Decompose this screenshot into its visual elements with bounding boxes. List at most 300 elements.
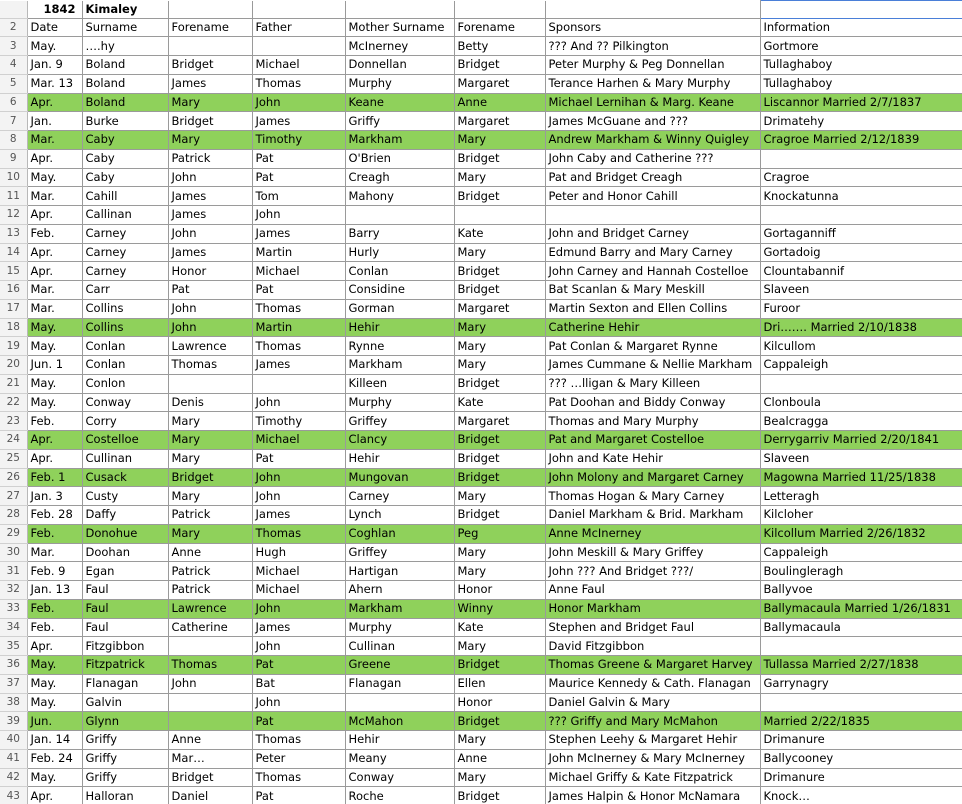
parish-title-cell[interactable]: Kimaley	[82, 1, 168, 19]
row-number[interactable]: 23	[0, 412, 27, 431]
forename-cell[interactable]: Mary	[168, 449, 252, 468]
forename-cell[interactable]	[168, 374, 252, 393]
date-cell[interactable]: Jan. 9	[27, 56, 82, 75]
mother-surname-cell[interactable]: Mahony	[345, 187, 454, 206]
sponsors-cell[interactable]	[545, 206, 760, 225]
father-cell[interactable]: Michael	[252, 262, 345, 281]
mother-forename-cell[interactable]: Bridget	[454, 56, 545, 75]
row-number[interactable]: 17	[0, 299, 27, 318]
mother-forename-cell[interactable]: Bridget	[454, 374, 545, 393]
mother-forename-cell[interactable]: Mary	[454, 562, 545, 581]
father-cell[interactable]: Martin	[252, 318, 345, 337]
information-cell[interactable]: Dri……. Married 2/10/1838	[760, 318, 962, 337]
forename-cell[interactable]: John	[168, 299, 252, 318]
date-cell[interactable]: May.	[27, 656, 82, 675]
row-number[interactable]: 38	[0, 693, 27, 712]
mother-forename-cell[interactable]: Ellen	[454, 674, 545, 693]
row-number[interactable]: 28	[0, 506, 27, 525]
father-cell[interactable]: James	[252, 506, 345, 525]
father-cell[interactable]: Pat	[252, 168, 345, 187]
surname-cell[interactable]: ….hy	[82, 37, 168, 56]
surname-cell[interactable]: Caby	[82, 131, 168, 150]
mother-surname-cell[interactable]: Hartigan	[345, 562, 454, 581]
surname-cell[interactable]: Fitzpatrick	[82, 656, 168, 675]
sponsors-cell[interactable]: Andrew Markham & Winny Quigley	[545, 131, 760, 150]
surname-cell[interactable]: Daffy	[82, 506, 168, 525]
date-cell[interactable]: May.	[27, 393, 82, 412]
information-cell[interactable]: Derrygarriv Married 2/20/1841	[760, 431, 962, 450]
mother-forename-cell[interactable]: Bridget	[454, 187, 545, 206]
forename-cell[interactable]: Bridget	[168, 468, 252, 487]
father-cell[interactable]: Pat	[252, 712, 345, 731]
surname-cell[interactable]: Faul	[82, 618, 168, 637]
row-number[interactable]: 3	[0, 37, 27, 56]
mother-surname-cell[interactable]: Hehir	[345, 449, 454, 468]
mother-surname-cell[interactable]: McMahon	[345, 712, 454, 731]
surname-cell[interactable]: Griffy	[82, 731, 168, 750]
forename-cell[interactable]: James	[168, 74, 252, 93]
forename-cell[interactable]: Patrick	[168, 149, 252, 168]
date-cell[interactable]: Mar.	[27, 187, 82, 206]
mother-surname-cell[interactable]: Greene	[345, 656, 454, 675]
surname-cell[interactable]: Boland	[82, 56, 168, 75]
father-cell[interactable]: Timothy	[252, 412, 345, 431]
information-cell[interactable]: Ballycooney	[760, 749, 962, 768]
father-cell[interactable]: Pat	[252, 281, 345, 300]
sponsors-cell[interactable]: Bat Scanlan & Mary Meskill	[545, 281, 760, 300]
surname-cell[interactable]: Galvin	[82, 693, 168, 712]
mother-forename-cell[interactable]: Mary	[454, 318, 545, 337]
sponsors-cell[interactable]: Anne Faul	[545, 581, 760, 600]
row-number[interactable]: 22	[0, 393, 27, 412]
surname-cell[interactable]: Boland	[82, 93, 168, 112]
information-cell[interactable]: Ballymacaula	[760, 618, 962, 637]
forename-cell[interactable]: Bridget	[168, 112, 252, 131]
father-cell[interactable]: John	[252, 693, 345, 712]
surname-cell[interactable]: Flanagan	[82, 674, 168, 693]
father-cell[interactable]: Thomas	[252, 74, 345, 93]
mother-surname-cell[interactable]: Markham	[345, 356, 454, 375]
mother-surname-cell[interactable]: Markham	[345, 131, 454, 150]
date-cell[interactable]: Apr.	[27, 637, 82, 656]
mother-surname-cell[interactable]: Cullinan	[345, 637, 454, 656]
sponsors-cell[interactable]: John Caby and Catherine ???	[545, 149, 760, 168]
surname-cell[interactable]: Cullinan	[82, 449, 168, 468]
mother-forename-cell[interactable]: Mary	[454, 168, 545, 187]
sponsors-cell[interactable]: Stephen Leehy & Margaret Hehir	[545, 731, 760, 750]
sponsors-cell[interactable]: James Cummane & Nellie Markham	[545, 356, 760, 375]
mother-forename-cell[interactable]: Mary	[454, 768, 545, 787]
row-number[interactable]: 31	[0, 562, 27, 581]
father-cell[interactable]: James	[252, 356, 345, 375]
forename-cell[interactable]: John	[168, 674, 252, 693]
row-number[interactable]: 16	[0, 281, 27, 300]
forename-cell[interactable]: Anne	[168, 543, 252, 562]
row-number[interactable]: 39	[0, 712, 27, 731]
information-cell[interactable]	[760, 374, 962, 393]
date-cell[interactable]: Jan. 13	[27, 581, 82, 600]
surname-cell[interactable]: Glynn	[82, 712, 168, 731]
date-cell[interactable]: May.	[27, 374, 82, 393]
mother-surname-cell[interactable]	[345, 206, 454, 225]
date-cell[interactable]: May.	[27, 768, 82, 787]
header-father[interactable]: Father	[252, 18, 345, 37]
mother-surname-cell[interactable]: Lynch	[345, 506, 454, 525]
mother-surname-cell[interactable]: Murphy	[345, 618, 454, 637]
forename-cell[interactable]: Lawrence	[168, 337, 252, 356]
sponsors-cell[interactable]: David Fitzgibbon	[545, 637, 760, 656]
information-cell[interactable]: Married 2/22/1835	[760, 712, 962, 731]
mother-surname-cell[interactable]: Ahern	[345, 581, 454, 600]
information-cell[interactable]	[760, 149, 962, 168]
header-information[interactable]: Information	[760, 18, 962, 37]
mother-forename-cell[interactable]: Kate	[454, 393, 545, 412]
row-number[interactable]: 42	[0, 768, 27, 787]
year-cell[interactable]: 1842	[27, 1, 82, 19]
father-cell[interactable]: James	[252, 618, 345, 637]
father-cell[interactable]: Michael	[252, 581, 345, 600]
sponsors-cell[interactable]: Thomas and Mary Murphy	[545, 412, 760, 431]
date-cell[interactable]: Jan. 14	[27, 731, 82, 750]
sponsors-cell[interactable]: Anne McInerney	[545, 524, 760, 543]
sponsors-cell[interactable]: ??? …lligan & Mary Killeen	[545, 374, 760, 393]
surname-cell[interactable]: Cahill	[82, 187, 168, 206]
mother-forename-cell[interactable]: Honor	[454, 693, 545, 712]
surname-cell[interactable]: Carney	[82, 243, 168, 262]
father-cell[interactable]: Pat	[252, 787, 345, 804]
forename-cell[interactable]: James	[168, 206, 252, 225]
row-number[interactable]: 41	[0, 749, 27, 768]
information-cell[interactable]	[760, 693, 962, 712]
surname-cell[interactable]: Halloran	[82, 787, 168, 804]
forename-cell[interactable]: Thomas	[168, 656, 252, 675]
forename-cell[interactable]: Thomas	[168, 356, 252, 375]
date-cell[interactable]: Feb.	[27, 599, 82, 618]
surname-cell[interactable]: Doohan	[82, 543, 168, 562]
surname-cell[interactable]: Collins	[82, 318, 168, 337]
surname-cell[interactable]: Carr	[82, 281, 168, 300]
row-number[interactable]: 10	[0, 168, 27, 187]
father-cell[interactable]: Michael	[252, 431, 345, 450]
date-cell[interactable]: Feb.	[27, 618, 82, 637]
surname-cell[interactable]: Custy	[82, 487, 168, 506]
mother-surname-cell[interactable]: Murphy	[345, 74, 454, 93]
row-number[interactable]: 5	[0, 74, 27, 93]
mother-forename-cell[interactable]: Margaret	[454, 299, 545, 318]
header-forename[interactable]: Forename	[168, 18, 252, 37]
forename-cell[interactable]: John	[168, 168, 252, 187]
information-cell[interactable]: Gortmore	[760, 37, 962, 56]
sponsors-cell[interactable]: Catherine Hehir	[545, 318, 760, 337]
header-sponsors[interactable]: Sponsors	[545, 18, 760, 37]
date-cell[interactable]: Apr.	[27, 93, 82, 112]
mother-forename-cell[interactable]: Bridget	[454, 506, 545, 525]
cell[interactable]	[168, 1, 252, 19]
mother-surname-cell[interactable]: Conlan	[345, 262, 454, 281]
forename-cell[interactable]: Catherine	[168, 618, 252, 637]
surname-cell[interactable]: Conway	[82, 393, 168, 412]
information-cell[interactable]: Ballymacaula Married 1/26/1831	[760, 599, 962, 618]
father-cell[interactable]: John	[252, 393, 345, 412]
mother-forename-cell[interactable]: Mary	[454, 543, 545, 562]
forename-cell[interactable]: John	[168, 318, 252, 337]
row-number[interactable]: 12	[0, 206, 27, 225]
surname-cell[interactable]: Faul	[82, 581, 168, 600]
forename-cell[interactable]: Mary	[168, 93, 252, 112]
sponsors-cell[interactable]: Pat and Margaret Costelloe	[545, 431, 760, 450]
forename-cell[interactable]: Mary	[168, 131, 252, 150]
information-cell[interactable]: Drimatehy	[760, 112, 962, 131]
information-cell[interactable]: Drimanure	[760, 731, 962, 750]
father-cell[interactable]: James	[252, 112, 345, 131]
row-number[interactable]: 25	[0, 449, 27, 468]
surname-cell[interactable]: Donohue	[82, 524, 168, 543]
sponsors-cell[interactable]: ??? And ?? Pilkington	[545, 37, 760, 56]
mother-surname-cell[interactable]: Barry	[345, 224, 454, 243]
surname-cell[interactable]: Conlan	[82, 337, 168, 356]
date-cell[interactable]: Feb. 9	[27, 562, 82, 581]
mother-forename-cell[interactable]: Mary	[454, 487, 545, 506]
mother-forename-cell[interactable]: Betty	[454, 37, 545, 56]
forename-cell[interactable]: Patrick	[168, 581, 252, 600]
date-cell[interactable]: Feb.	[27, 224, 82, 243]
mother-forename-cell[interactable]: Anne	[454, 749, 545, 768]
row-number[interactable]: 24	[0, 431, 27, 450]
row-number[interactable]: 2	[0, 18, 27, 37]
mother-surname-cell[interactable]: Coghlan	[345, 524, 454, 543]
sponsors-cell[interactable]: Pat Conlan & Margaret Rynne	[545, 337, 760, 356]
mother-forename-cell[interactable]: Kate	[454, 224, 545, 243]
information-cell[interactable]: Ballyvoe	[760, 581, 962, 600]
sponsors-cell[interactable]: Daniel Galvin & Mary	[545, 693, 760, 712]
information-cell[interactable]: Garrynagry	[760, 674, 962, 693]
cell[interactable]	[454, 1, 545, 19]
sponsors-cell[interactable]: Peter Murphy & Peg Donnellan	[545, 56, 760, 75]
mother-forename-cell[interactable]: Bridget	[454, 787, 545, 804]
sponsors-cell[interactable]: Edmund Barry and Mary Carney	[545, 243, 760, 262]
information-cell[interactable]: Slaveen	[760, 449, 962, 468]
father-cell[interactable]	[252, 37, 345, 56]
father-cell[interactable]: John	[252, 468, 345, 487]
date-cell[interactable]: May.	[27, 168, 82, 187]
row-number[interactable]: 9	[0, 149, 27, 168]
forename-cell[interactable]	[168, 693, 252, 712]
mother-surname-cell[interactable]: Donnellan	[345, 56, 454, 75]
mother-surname-cell[interactable]: Markham	[345, 599, 454, 618]
row-number[interactable]: 15	[0, 262, 27, 281]
forename-cell[interactable]	[168, 37, 252, 56]
row-number[interactable]: 4	[0, 56, 27, 75]
father-cell[interactable]: John	[252, 206, 345, 225]
mother-forename-cell[interactable]: Anne	[454, 93, 545, 112]
sponsors-cell[interactable]: Pat and Bridget Creagh	[545, 168, 760, 187]
date-cell[interactable]: Mar.	[27, 543, 82, 562]
row-number[interactable]: 20	[0, 356, 27, 375]
row-number[interactable]: 19	[0, 337, 27, 356]
sponsors-cell[interactable]: John Carney and Hannah Costelloe	[545, 262, 760, 281]
date-cell[interactable]: May.	[27, 674, 82, 693]
father-cell[interactable]: Bat	[252, 674, 345, 693]
mother-forename-cell[interactable]: Margaret	[454, 74, 545, 93]
mother-forename-cell[interactable]: Winny	[454, 599, 545, 618]
row-number[interactable]: 13	[0, 224, 27, 243]
mother-forename-cell[interactable]: Margaret	[454, 412, 545, 431]
mother-surname-cell[interactable]: Griffey	[345, 412, 454, 431]
father-cell[interactable]: Thomas	[252, 524, 345, 543]
header-surname[interactable]: Surname	[82, 18, 168, 37]
sponsors-cell[interactable]: John ??? And Bridget ???/	[545, 562, 760, 581]
mother-forename-cell[interactable]: Honor	[454, 581, 545, 600]
mother-forename-cell[interactable]: Kate	[454, 618, 545, 637]
sponsors-cell[interactable]: Maurice Kennedy & Cath. Flanagan	[545, 674, 760, 693]
father-cell[interactable]: Thomas	[252, 768, 345, 787]
surname-cell[interactable]: Carney	[82, 224, 168, 243]
date-cell[interactable]: Mar. 13	[27, 74, 82, 93]
cell[interactable]	[345, 1, 454, 19]
sponsors-cell[interactable]: Martin Sexton and Ellen Collins	[545, 299, 760, 318]
sponsors-cell[interactable]: Stephen and Bridget Faul	[545, 618, 760, 637]
mother-forename-cell[interactable]: Bridget	[454, 468, 545, 487]
date-cell[interactable]: Jan.	[27, 112, 82, 131]
surname-cell[interactable]: Conlan	[82, 356, 168, 375]
cell[interactable]	[545, 1, 760, 19]
row-number[interactable]: 29	[0, 524, 27, 543]
sponsors-cell[interactable]: James Halpin & Honor McNamara	[545, 787, 760, 804]
father-cell[interactable]: Pat	[252, 656, 345, 675]
forename-cell[interactable]: Mary	[168, 431, 252, 450]
surname-cell[interactable]: Conlon	[82, 374, 168, 393]
surname-cell[interactable]: Cusack	[82, 468, 168, 487]
sponsors-cell[interactable]: Michael Lernihan & Marg. Keane	[545, 93, 760, 112]
mother-forename-cell[interactable]: Bridget	[454, 281, 545, 300]
sponsors-cell[interactable]: John and Bridget Carney	[545, 224, 760, 243]
mother-forename-cell[interactable]: Bridget	[454, 431, 545, 450]
date-cell[interactable]: Apr.	[27, 449, 82, 468]
date-cell[interactable]: Feb.	[27, 412, 82, 431]
row-number[interactable]: 33	[0, 599, 27, 618]
information-cell[interactable]: Tullassa Married 2/27/1838	[760, 656, 962, 675]
date-cell[interactable]: Jan. 3	[27, 487, 82, 506]
forename-cell[interactable]: Anne	[168, 731, 252, 750]
date-cell[interactable]: Mar.	[27, 281, 82, 300]
date-cell[interactable]: Apr.	[27, 243, 82, 262]
information-cell[interactable]: Boulingleragh	[760, 562, 962, 581]
information-cell[interactable]: Bealcragga	[760, 412, 962, 431]
forename-cell[interactable]: Patrick	[168, 562, 252, 581]
information-cell[interactable]	[760, 206, 962, 225]
father-cell[interactable]: John	[252, 637, 345, 656]
sponsors-cell[interactable]: John McInerney & Mary McInerney	[545, 749, 760, 768]
date-cell[interactable]: Mar.	[27, 131, 82, 150]
surname-cell[interactable]: Griffy	[82, 749, 168, 768]
row-number[interactable]: 40	[0, 731, 27, 750]
father-cell[interactable]: Martin	[252, 243, 345, 262]
father-cell[interactable]: John	[252, 93, 345, 112]
sponsors-cell[interactable]: Pat Doohan and Biddy Conway	[545, 393, 760, 412]
mother-surname-cell[interactable]: Roche	[345, 787, 454, 804]
selected-cell[interactable]	[760, 1, 962, 19]
date-cell[interactable]: Apr.	[27, 206, 82, 225]
father-cell[interactable]: James	[252, 224, 345, 243]
surname-cell[interactable]: Boland	[82, 74, 168, 93]
date-cell[interactable]: Feb. 1	[27, 468, 82, 487]
sponsors-cell[interactable]: Terance Harhen & Mary Murphy	[545, 74, 760, 93]
cell[interactable]	[252, 1, 345, 19]
mother-surname-cell[interactable]: Murphy	[345, 393, 454, 412]
surname-cell[interactable]: Collins	[82, 299, 168, 318]
information-cell[interactable]: Tullaghaboy	[760, 74, 962, 93]
date-cell[interactable]: Feb.	[27, 524, 82, 543]
forename-cell[interactable]: Bridget	[168, 56, 252, 75]
row-number[interactable]: 7	[0, 112, 27, 131]
mother-surname-cell[interactable]: McInerney	[345, 37, 454, 56]
row-number[interactable]: 18	[0, 318, 27, 337]
mother-surname-cell[interactable]: Hehir	[345, 318, 454, 337]
mother-forename-cell[interactable]: Mary	[454, 243, 545, 262]
information-cell[interactable]: Letteragh	[760, 487, 962, 506]
row-number[interactable]: 14	[0, 243, 27, 262]
mother-forename-cell[interactable]	[454, 206, 545, 225]
forename-cell[interactable]: Pat	[168, 281, 252, 300]
row-number[interactable]: 32	[0, 581, 27, 600]
mother-surname-cell[interactable]: Conway	[345, 768, 454, 787]
surname-cell[interactable]: Faul	[82, 599, 168, 618]
sponsors-cell[interactable]: John Meskill & Mary Griffey	[545, 543, 760, 562]
mother-surname-cell[interactable]: Hurly	[345, 243, 454, 262]
sponsors-cell[interactable]: Thomas Hogan & Mary Carney	[545, 487, 760, 506]
forename-cell[interactable]: Lawrence	[168, 599, 252, 618]
forename-cell[interactable]: Bridget	[168, 768, 252, 787]
information-cell[interactable]: Clonboula	[760, 393, 962, 412]
mother-surname-cell[interactable]: Killeen	[345, 374, 454, 393]
sponsors-cell[interactable]: Thomas Greene & Margaret Harvey	[545, 656, 760, 675]
information-cell[interactable]: Magowna Married 11/25/1838	[760, 468, 962, 487]
date-cell[interactable]: May.	[27, 693, 82, 712]
surname-cell[interactable]: Callinan	[82, 206, 168, 225]
father-cell[interactable]: Michael	[252, 562, 345, 581]
row-number[interactable]: 30	[0, 543, 27, 562]
mother-forename-cell[interactable]: Margaret	[454, 112, 545, 131]
date-cell[interactable]: Apr.	[27, 149, 82, 168]
surname-cell[interactable]: Costelloe	[82, 431, 168, 450]
mother-surname-cell[interactable]: Rynne	[345, 337, 454, 356]
row-number[interactable]	[0, 1, 27, 19]
forename-cell[interactable]: James	[168, 187, 252, 206]
sponsors-cell[interactable]: John and Kate Hehir	[545, 449, 760, 468]
sponsors-cell[interactable]: Daniel Markham & Brid. Markham	[545, 506, 760, 525]
forename-cell[interactable]	[168, 712, 252, 731]
mother-forename-cell[interactable]: Bridget	[454, 449, 545, 468]
surname-cell[interactable]: Caby	[82, 149, 168, 168]
surname-cell[interactable]: Corry	[82, 412, 168, 431]
forename-cell[interactable]: Honor	[168, 262, 252, 281]
header-date[interactable]: Date	[27, 18, 82, 37]
row-number[interactable]: 21	[0, 374, 27, 393]
mother-surname-cell[interactable]	[345, 693, 454, 712]
row-number[interactable]: 27	[0, 487, 27, 506]
father-cell[interactable]: John	[252, 487, 345, 506]
date-cell[interactable]: May.	[27, 337, 82, 356]
date-cell[interactable]: Mar.	[27, 299, 82, 318]
mother-surname-cell[interactable]: Creagh	[345, 168, 454, 187]
mother-forename-cell[interactable]: Bridget	[454, 656, 545, 675]
father-cell[interactable]: Timothy	[252, 131, 345, 150]
information-cell[interactable]: Cappaleigh	[760, 543, 962, 562]
information-cell[interactable]: Furoor	[760, 299, 962, 318]
row-number[interactable]: 6	[0, 93, 27, 112]
mother-surname-cell[interactable]: Carney	[345, 487, 454, 506]
row-number[interactable]: 11	[0, 187, 27, 206]
